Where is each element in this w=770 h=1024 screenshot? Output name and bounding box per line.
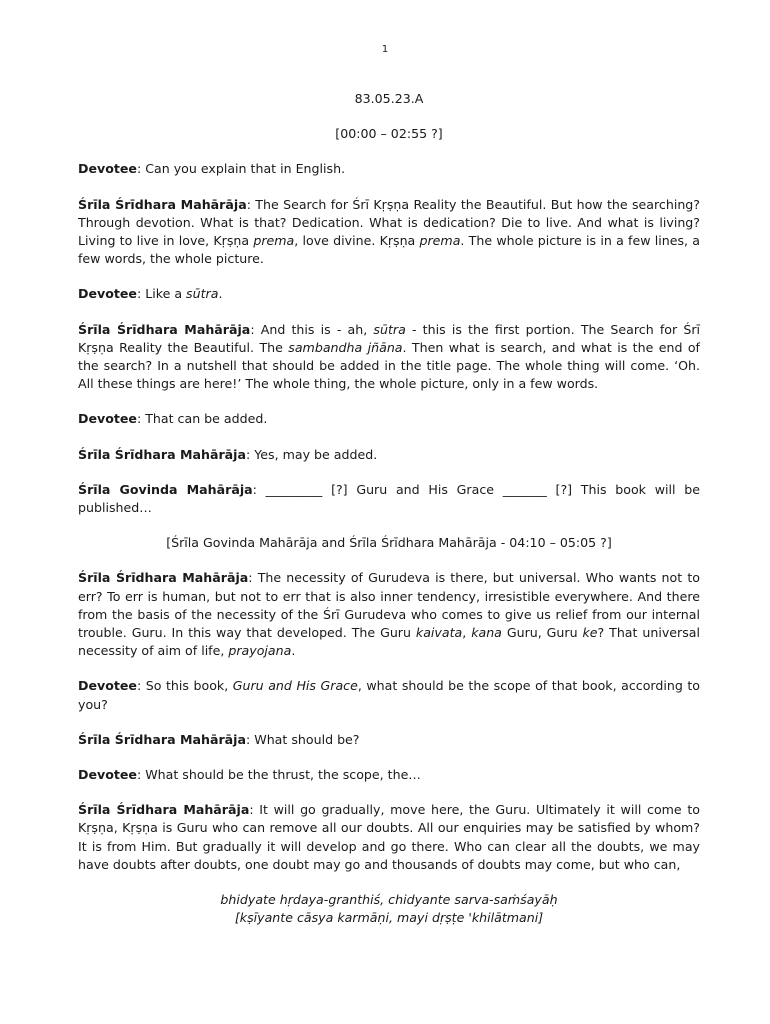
speaker-name: Devotee — [78, 161, 137, 177]
dialogue-paragraph — [78, 801, 700, 874]
dialogue-paragraph — [78, 410, 700, 428]
speaker-name: Śrīla Govinda Mahārāja — [78, 481, 253, 497]
dialogue-paragraph — [78, 766, 700, 784]
sanskrit-verse — [78, 891, 700, 927]
speech-text: : So this book, — [136, 678, 233, 694]
speech-text: , love divine. Kṛṣṇa — [294, 233, 420, 249]
verse-line-1: bhidyate hṛdaya-granthiś, chidyante sarva-saṁśayāḥ — [220, 892, 558, 908]
speech-text: : The Search for Śrī Kṛṣṇa Reality the Beautiful. But how the searching? Through devotion. What is that? Dedication. What is dedication? Die to live. And what is living? Living to live in love, Kṛṣṇa — [78, 196, 700, 249]
speech-text: . Then what is search, and what is the end of the search? In a nutshell that should be added in the title page. The whole thing will come. ‘Oh. All these things are here!’ The whole thing, the whole picture, only in a few words. — [78, 339, 700, 392]
italic-term: kana — [471, 625, 502, 641]
speech-text: : Like a — [136, 286, 187, 302]
speech-text: : It will go gradually, move here, the Guru. Ultimately it will come to Kṛṣṇa, Kṛṣṇa is Guru who can remove all our doubts. All our enquiries may be satisfied by whom? It is from Him. But gradually it will develop and go there. Who can clear all the doubts, we may have doubts after doubts, one doubt may go and thousands of doubts may come, but who can, — [78, 802, 700, 872]
dialogue — [78, 160, 700, 874]
dialogue-paragraph — [78, 285, 700, 303]
timestamp-range: [00:00 – 02:55 ?] — [335, 126, 443, 142]
speaker-name: Śrīla Śrīdhara Mahārāja — [78, 802, 250, 818]
speaker-name: Devotee — [78, 678, 137, 694]
italic-term: prayojana — [228, 643, 292, 659]
italic-term: sambandha jñāna — [288, 339, 403, 355]
speech-text: . The whole picture is in a few lines, a few words, the whole picture. — [78, 233, 701, 267]
speech-text: : What should be the thrust, the scope, the… — [136, 767, 421, 783]
speech-text: ? That universal necessity of aim of life, — [78, 625, 701, 659]
page-number: 1 — [381, 44, 389, 55]
speaker-name: Śrīla Śrīdhara Mahārāja — [78, 731, 246, 747]
transcript-body — [78, 90, 700, 927]
speaker-name: Devotee — [78, 286, 137, 302]
dialogue-paragraph — [78, 731, 700, 749]
italic-term: prema — [419, 233, 461, 249]
dialogue-paragraph — [78, 196, 700, 269]
speaker-name: Śrīla Śrīdhara Mahārāja — [78, 321, 251, 337]
italic-term: kaivata — [415, 625, 463, 641]
italic-term: ke — [582, 625, 598, 641]
speaker-name: Śrīla Śrīdhara Mahārāja — [78, 446, 246, 462]
verse-line-2: [kṣīyante cāsya karmāṇi, mayi dṛṣṭe 'khilātmani] — [234, 910, 544, 926]
section-note: [Śrīla Govinda Mahārāja and Śrīla Śrīdhara Mahārāja - 04:10 – 05:05 ?] — [166, 535, 612, 551]
italic-term: prema — [253, 233, 295, 249]
speech-text: : And this is - ah, — [250, 321, 374, 337]
speech-text: , — [462, 625, 472, 641]
speech-text: . — [218, 286, 223, 302]
speech-text: : Yes, may be added. — [246, 446, 378, 462]
speech-text: , what should be the scope of that book, according to you? — [78, 678, 701, 712]
speech-text: . — [291, 643, 296, 659]
speaker-name: Śrīla Śrīdhara Mahārāja — [78, 196, 247, 212]
dialogue-paragraph — [78, 569, 700, 660]
speech-text: - this is the first portion. The Search for Śrī Kṛṣṇa Reality the Beautiful. The — [78, 321, 700, 355]
speech-text: : What should be? — [246, 731, 360, 747]
speech-text: : That can be added. — [136, 411, 268, 427]
dialogue-paragraph — [78, 481, 700, 517]
dialogue-paragraph — [78, 446, 700, 464]
speech-text: : Can you explain that in English. — [136, 161, 346, 177]
speech-text: : The necessity of Gurudeva is there, but universal. Who wants not to err? To err is human, but not to err that is also inner tendency, irresistible everywhere. And there from the basis of the necessity of the Śrī Gurudeva who comes to give us relief from our internal trouble. Guru. In this way that developed. The Guru — [78, 570, 700, 641]
speech-text: : _________ [?] Guru and His Grace _______ [?] This book will be published… — [78, 481, 700, 516]
recording-code: 83.05.23.A — [354, 91, 424, 106]
dialogue-paragraph — [78, 321, 700, 394]
speaker-name: Devotee — [78, 767, 137, 783]
italic-term: Guru and His Grace — [232, 678, 358, 694]
speech-text: Guru, Guru — [501, 625, 583, 641]
dialogue-paragraph — [78, 160, 700, 178]
speaker-name: Devotee — [78, 411, 137, 427]
italic-term: sūtra — [373, 321, 406, 337]
speaker-name: Śrīla Śrīdhara Mahārāja — [78, 570, 249, 586]
italic-term: sūtra — [186, 286, 219, 302]
dialogue-paragraph — [78, 677, 700, 713]
